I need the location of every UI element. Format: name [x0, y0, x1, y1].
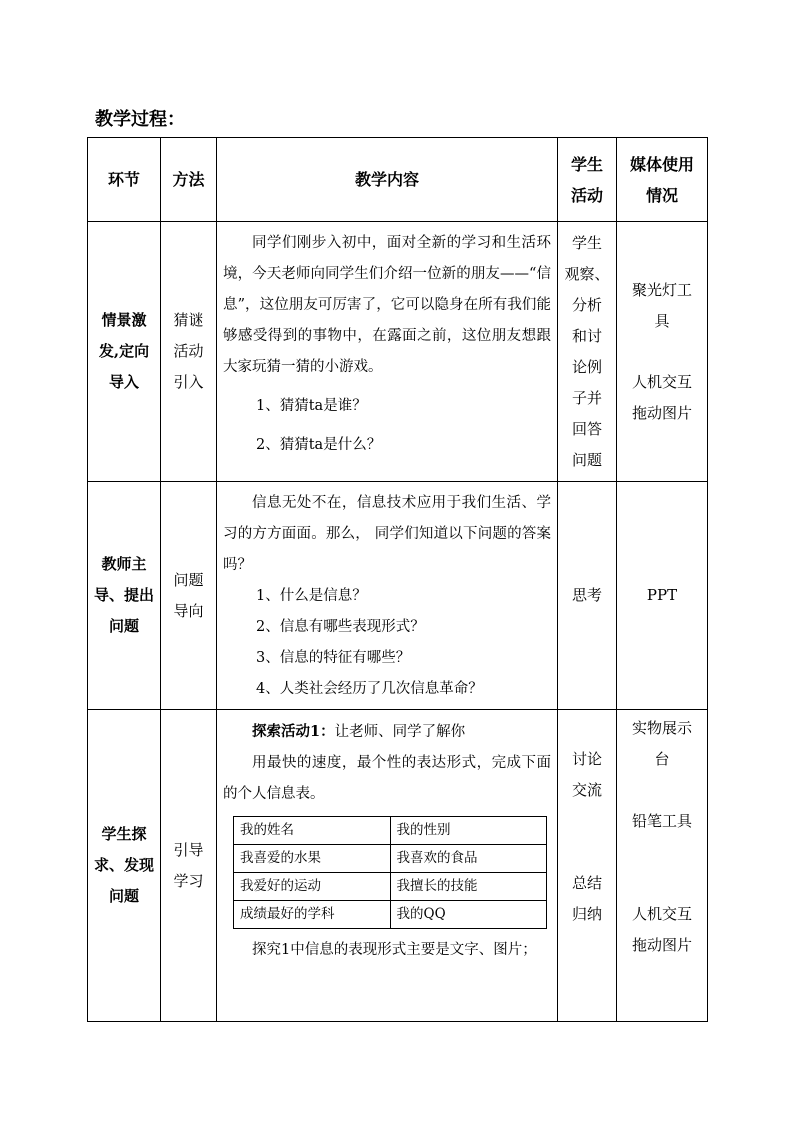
student-cell: 思考	[558, 482, 617, 710]
header-media: 媒体使用 情况	[617, 138, 708, 222]
page-heading: 教学过程：	[95, 109, 185, 130]
content-cell	[217, 222, 558, 482]
content-paragraph: 用最快的速度，最个性的表达形式，完成下面的个人信息表。	[223, 755, 551, 802]
table-row	[88, 710, 708, 1022]
table-row	[88, 222, 708, 482]
question-item: 2、猜猜ta是什么？	[256, 437, 382, 453]
media-cell: 实物展示 台 铅笔工具 人机交互 拖动图片	[617, 710, 708, 1022]
phase-cell: 教师主 导、提出 问题	[88, 482, 161, 710]
media-cell: PPT	[617, 482, 708, 710]
phase-cell: 学生探 求、发现 问题	[88, 710, 161, 1022]
info-field: 我喜爱的水果	[234, 845, 391, 873]
info-field: 我的姓名	[234, 817, 391, 845]
table-row	[234, 817, 547, 845]
info-field: 我擅长的技能	[390, 873, 547, 901]
question-item: 1、什么是信息？	[256, 588, 367, 604]
personal-info-table	[233, 816, 547, 929]
student-cell: 学生 观察、 分析 和讨 论例 子并 回答 问题	[558, 222, 617, 482]
method-cell: 问题 导向	[161, 482, 217, 710]
activity-title: 探索活动1：	[252, 723, 335, 740]
info-field: 我爱好的运动	[234, 873, 391, 901]
info-field: 我的QQ	[390, 901, 547, 929]
teaching-process-table	[87, 137, 708, 1022]
student-cell: 讨论 交流 总结 归纳	[558, 710, 617, 1022]
media-cell: 聚光灯工 具 人机交互 拖动图片	[617, 222, 708, 482]
header-method: 方法	[161, 138, 217, 222]
content-cell	[217, 710, 558, 1022]
table-row	[234, 901, 547, 929]
method-cell: 引导 学习	[161, 710, 217, 1022]
info-field: 我喜欢的食品	[390, 845, 547, 873]
content-paragraph: 同学们刚步入初中，面对全新的学习和生活环境，今天老师向同学生们介绍一位新的朋友——“信息”，这位朋友可厉害了，它可以隐身在所有我们能够感受得到的事物中，在露面之前，这位朋友想跟大家玩猜一猜的小游戏。	[223, 235, 551, 375]
question-item: 1、猜猜ta是谁？	[256, 398, 367, 414]
table-row	[234, 873, 547, 901]
content-cell	[217, 482, 558, 710]
phase-cell: 情景激 发,定向 导入	[88, 222, 161, 482]
content-paragraph: 信息无处不在，信息技术应用于我们生活、学习的方方面面。那么， 同学们知道以下问题的答案吗？	[223, 495, 551, 573]
method-cell: 猜谜 活动 引入	[161, 222, 217, 482]
info-field: 成绩最好的学科	[234, 901, 391, 929]
content-paragraph: 探究1中信息的表现形式主要是文字、图片；	[252, 942, 537, 958]
activity-heading	[223, 716, 551, 748]
info-field: 我的性别	[390, 817, 547, 845]
header-phase: 环节	[88, 138, 161, 222]
table-row	[88, 482, 708, 710]
question-item: 2、信息有哪些表现形式？	[256, 619, 425, 635]
header-row	[88, 138, 708, 222]
header-content: 教学内容	[217, 138, 558, 222]
question-item: 4、人类社会经历了几次信息革命？	[256, 681, 483, 697]
question-item: 3、信息的特征有哪些？	[256, 650, 411, 666]
header-student: 学生 活动	[558, 138, 617, 222]
activity-text: 让老师、同学了解你	[334, 724, 466, 740]
table-row	[234, 845, 547, 873]
